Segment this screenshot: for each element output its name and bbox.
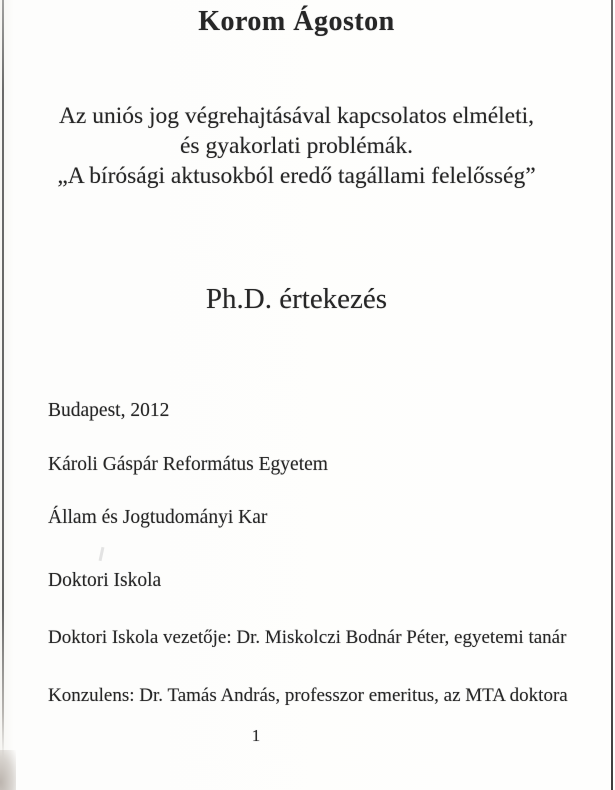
dissertation-title-line-3: „A bírósági aktusokból eredő tagállami felelősség” [57, 163, 536, 189]
consultant: Konzulens: Dr. Tamás András, professzor emeritus, az MTA doktora [48, 685, 568, 706]
scan-corner-shadow [0, 750, 16, 790]
scan-left-edge-line [2, 0, 4, 758]
page-number: 1 [251, 726, 261, 745]
dissertation-title [0, 101, 593, 191]
doctoral-school-head: Doktori Iskola vezetője: Dr. Miskolczi Bodnár Péter, egyetemi tanár [48, 627, 567, 648]
author-name: Korom Ágoston [198, 6, 395, 37]
doctoral-school-name: Doktori Iskola [48, 570, 162, 591]
university-name: Károli Gáspár Református Egyetem [48, 454, 328, 475]
dissertation-title-line-1: Az uniós jog végrehajtásával kapcsolatos elméleti, [58, 103, 535, 129]
faculty-name: Állam és Jogtudományi Kar [48, 507, 268, 528]
place-and-date: Budapest, 2012 [48, 400, 170, 421]
scan-right-edge-line [611, 0, 613, 790]
document-type-heading: Ph.D. értekezés [205, 283, 388, 315]
scan-speck-artifact [99, 547, 105, 561]
dissertation-title-line-2: és gyakorlati problémák. [180, 133, 413, 159]
